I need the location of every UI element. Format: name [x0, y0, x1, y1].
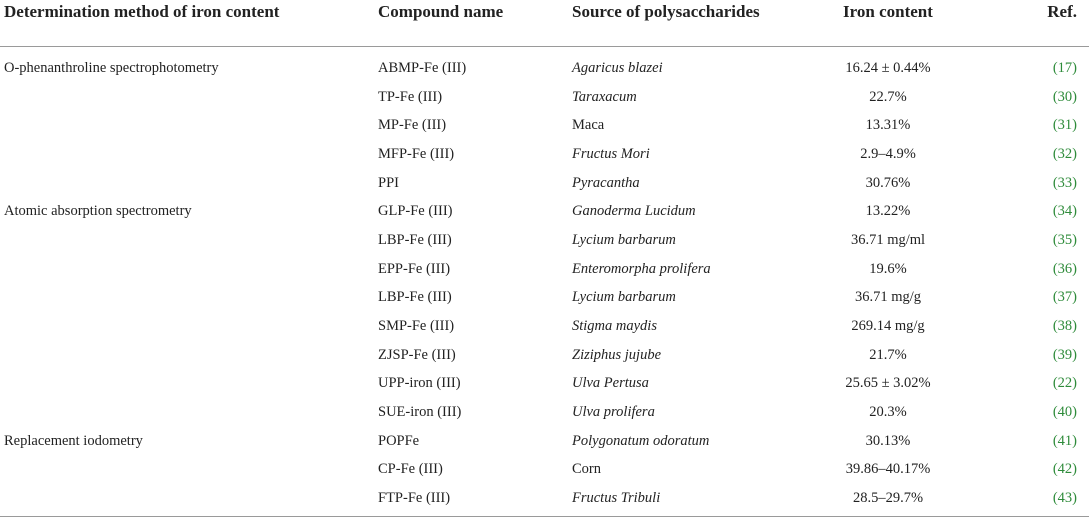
ref-cell: [978, 140, 1089, 169]
ref-link[interactable]: 36: [1057, 260, 1073, 277]
ref-close-paren: ): [1072, 174, 1077, 191]
ref-close-paren: ): [1072, 461, 1077, 478]
compound-cell: FTP-Fe (III): [378, 490, 451, 507]
table-row: [0, 255, 1089, 284]
source-cell: Ziziphus jujube: [572, 346, 662, 363]
table-row: [0, 427, 1089, 456]
ref-close-paren: ): [1072, 203, 1077, 220]
ref-link[interactable]: 31: [1057, 117, 1073, 134]
method-cell: [0, 284, 378, 313]
method-cell: [0, 341, 378, 370]
ref-open-paren: (: [1052, 346, 1058, 363]
ref-open-paren: (: [1052, 231, 1058, 248]
header-ref: Ref.: [978, 0, 1089, 47]
method-cell: [0, 255, 378, 284]
ref-open-paren: (: [1052, 461, 1058, 478]
table-row: [0, 140, 1089, 169]
compound-cell: UPP-iron (III): [378, 375, 461, 392]
ref-link[interactable]: 40: [1057, 404, 1073, 421]
ref-link[interactable]: 35: [1057, 231, 1073, 248]
header-compound: Compound name: [378, 0, 572, 47]
table-row: [0, 54, 1089, 83]
ref-open-paren: (: [1052, 117, 1058, 134]
spacer-row: [0, 47, 1089, 55]
compound-cell: CP-Fe (III): [378, 461, 443, 478]
header-method: Determination method of iron content: [0, 0, 378, 47]
source-cell: Ganoderma Lucidum: [572, 203, 696, 220]
header-row: [0, 0, 1089, 47]
table-row: [0, 197, 1089, 226]
header-iron: Iron content: [798, 0, 978, 47]
iron-content-cell: 36.71 mg/g: [854, 289, 922, 306]
compound-cell: ABMP-Fe (III): [378, 59, 467, 76]
method-cell: [0, 169, 378, 198]
ref-close-paren: ): [1072, 260, 1077, 277]
ref-cell: [978, 427, 1089, 456]
ref-open-paren: (: [1052, 318, 1058, 335]
ref-open-paren: (: [1052, 203, 1058, 220]
ref-close-paren: ): [1072, 231, 1077, 248]
table-row: [0, 341, 1089, 370]
ref-link[interactable]: 17: [1057, 59, 1073, 76]
ref-close-paren: ): [1072, 490, 1077, 507]
table-row: [0, 370, 1089, 399]
compound-cell: POPFe: [378, 432, 420, 449]
method-cell: [0, 312, 378, 341]
iron-content-cell: 22.7%: [869, 88, 907, 105]
ref-link[interactable]: 33: [1057, 174, 1073, 191]
ref-link[interactable]: 42: [1057, 461, 1073, 478]
method-cell: [0, 484, 378, 513]
table-row: [0, 284, 1089, 313]
iron-content-cell: 19.6%: [869, 260, 907, 277]
ref-close-paren: ): [1072, 145, 1077, 162]
iron-content-cell: 269.14 mg/g: [851, 318, 925, 335]
ref-open-paren: (: [1052, 145, 1058, 162]
source-cell: Fructus Mori: [572, 145, 650, 162]
table-body: [0, 47, 1089, 514]
ref-link[interactable]: 41: [1057, 432, 1073, 449]
source-cell: Enteromorpha prolifera: [572, 260, 711, 277]
ref-cell: [978, 456, 1089, 485]
source-cell: Fructus Tribuli: [572, 490, 661, 507]
compound-cell: LBP-Fe (III): [378, 289, 452, 306]
ref-cell: [978, 226, 1089, 255]
ref-link[interactable]: 30: [1057, 88, 1073, 105]
compound-cell: ZJSP-Fe (III): [378, 346, 456, 363]
iron-content-cell: 36.71 mg/ml: [850, 231, 926, 248]
ref-cell: [978, 370, 1089, 399]
source-cell: Lycium barbarum: [572, 289, 676, 306]
ref-close-paren: ): [1072, 346, 1077, 363]
ref-cell: [978, 255, 1089, 284]
ref-link[interactable]: 22: [1057, 375, 1073, 392]
compound-cell: EPP-Fe (III): [378, 260, 451, 277]
source-cell: Agaricus blazei: [572, 59, 663, 76]
source-cell: Maca: [572, 117, 605, 134]
ref-close-paren: ): [1072, 88, 1077, 105]
bottom-rule: [0, 516, 1089, 517]
ref-close-paren: ): [1072, 59, 1077, 76]
method-cell: [0, 111, 378, 140]
ref-open-paren: (: [1052, 260, 1058, 277]
iron-content-cell: 30.13%: [865, 432, 911, 449]
source-cell: Polygonatum odoratum: [572, 432, 710, 449]
ref-link[interactable]: 32: [1057, 145, 1073, 162]
ref-link[interactable]: 43: [1057, 490, 1073, 507]
ref-open-paren: (: [1052, 404, 1058, 421]
compound-cell: SUE-iron (III): [378, 404, 462, 421]
ref-close-paren: ): [1072, 117, 1077, 134]
table-row: [0, 226, 1089, 255]
ref-link[interactable]: 34: [1057, 203, 1073, 220]
method-cell: O-phenanthroline spectrophotometry: [4, 59, 219, 76]
ref-cell: [978, 398, 1089, 427]
iron-content-cell: 16.24 ± 0.44%: [845, 59, 931, 76]
method-cell: [0, 83, 378, 112]
table-row: [0, 312, 1089, 341]
table-row: [0, 456, 1089, 485]
method-cell: [0, 370, 378, 399]
source-cell: Ulva Pertusa: [572, 375, 649, 392]
ref-open-paren: (: [1052, 174, 1058, 191]
ref-cell: [978, 83, 1089, 112]
source-cell: Lycium barbarum: [572, 231, 676, 248]
header-source: Source of polysaccharides: [572, 0, 798, 47]
source-cell: Taraxacum: [572, 88, 637, 105]
ref-open-paren: (: [1052, 88, 1058, 105]
method-cell: Atomic absorption spectrometry: [4, 203, 192, 220]
ref-open-paren: (: [1052, 375, 1058, 392]
ref-close-paren: ): [1072, 318, 1077, 335]
ref-link[interactable]: 39: [1057, 346, 1073, 363]
ref-cell: [978, 341, 1089, 370]
method-cell: [0, 456, 378, 485]
compound-cell: GLP-Fe (III): [378, 203, 453, 220]
ref-close-paren: ): [1072, 404, 1077, 421]
ref-open-paren: (: [1052, 490, 1058, 507]
iron-content-cell: 2.9–4.9%: [860, 145, 916, 162]
spacer-cell: [0, 47, 1089, 55]
method-cell: [0, 398, 378, 427]
source-cell: Pyracantha: [572, 174, 640, 191]
iron-content-cell: 13.31%: [865, 117, 911, 134]
compound-cell: LBP-Fe (III): [378, 231, 452, 248]
iron-content-cell: 21.7%: [869, 346, 907, 363]
compound-cell: MP-Fe (III): [378, 117, 447, 134]
source-cell: Ulva prolifera: [572, 404, 655, 421]
table-row: [0, 484, 1089, 513]
iron-content-cell: 20.3%: [869, 404, 907, 421]
ref-open-paren: (: [1052, 289, 1058, 306]
iron-content-cell: 28.5–29.7%: [852, 490, 924, 507]
table-row: [0, 111, 1089, 140]
ref-close-paren: ): [1072, 432, 1077, 449]
ref-cell: [978, 312, 1089, 341]
table-header: [0, 0, 1089, 47]
source-cell: Corn: [572, 461, 601, 478]
iron-content-cell: 13.22%: [865, 203, 911, 220]
ref-cell: [978, 54, 1089, 83]
ref-close-paren: ): [1072, 289, 1077, 306]
table-row: [0, 169, 1089, 198]
ref-cell: [978, 284, 1089, 313]
method-cell: [0, 226, 378, 255]
compound-cell: MFP-Fe (III): [378, 145, 455, 162]
table-row: [0, 398, 1089, 427]
method-cell: Replacement iodometry: [4, 432, 143, 449]
ref-link[interactable]: 37: [1057, 289, 1073, 306]
compound-cell: PPI: [378, 174, 399, 191]
ref-cell: [978, 197, 1089, 226]
iron-content-cell: 25.65 ± 3.02%: [845, 375, 931, 392]
ref-link[interactable]: 38: [1057, 318, 1073, 335]
iron-content-cell: 39.86–40.17%: [845, 461, 931, 478]
ref-open-paren: (: [1052, 59, 1058, 76]
compound-cell: TP-Fe (III): [378, 88, 443, 105]
compound-cell: SMP-Fe (III): [378, 318, 455, 335]
ref-cell: [978, 169, 1089, 198]
ref-cell: [978, 111, 1089, 140]
ref-cell: [978, 484, 1089, 513]
source-cell: Stigma maydis: [572, 318, 657, 335]
ref-close-paren: ): [1072, 375, 1077, 392]
ref-open-paren: (: [1052, 432, 1058, 449]
iron-content-cell: 30.76%: [865, 174, 911, 191]
table-row: [0, 83, 1089, 112]
method-cell: [0, 140, 378, 169]
